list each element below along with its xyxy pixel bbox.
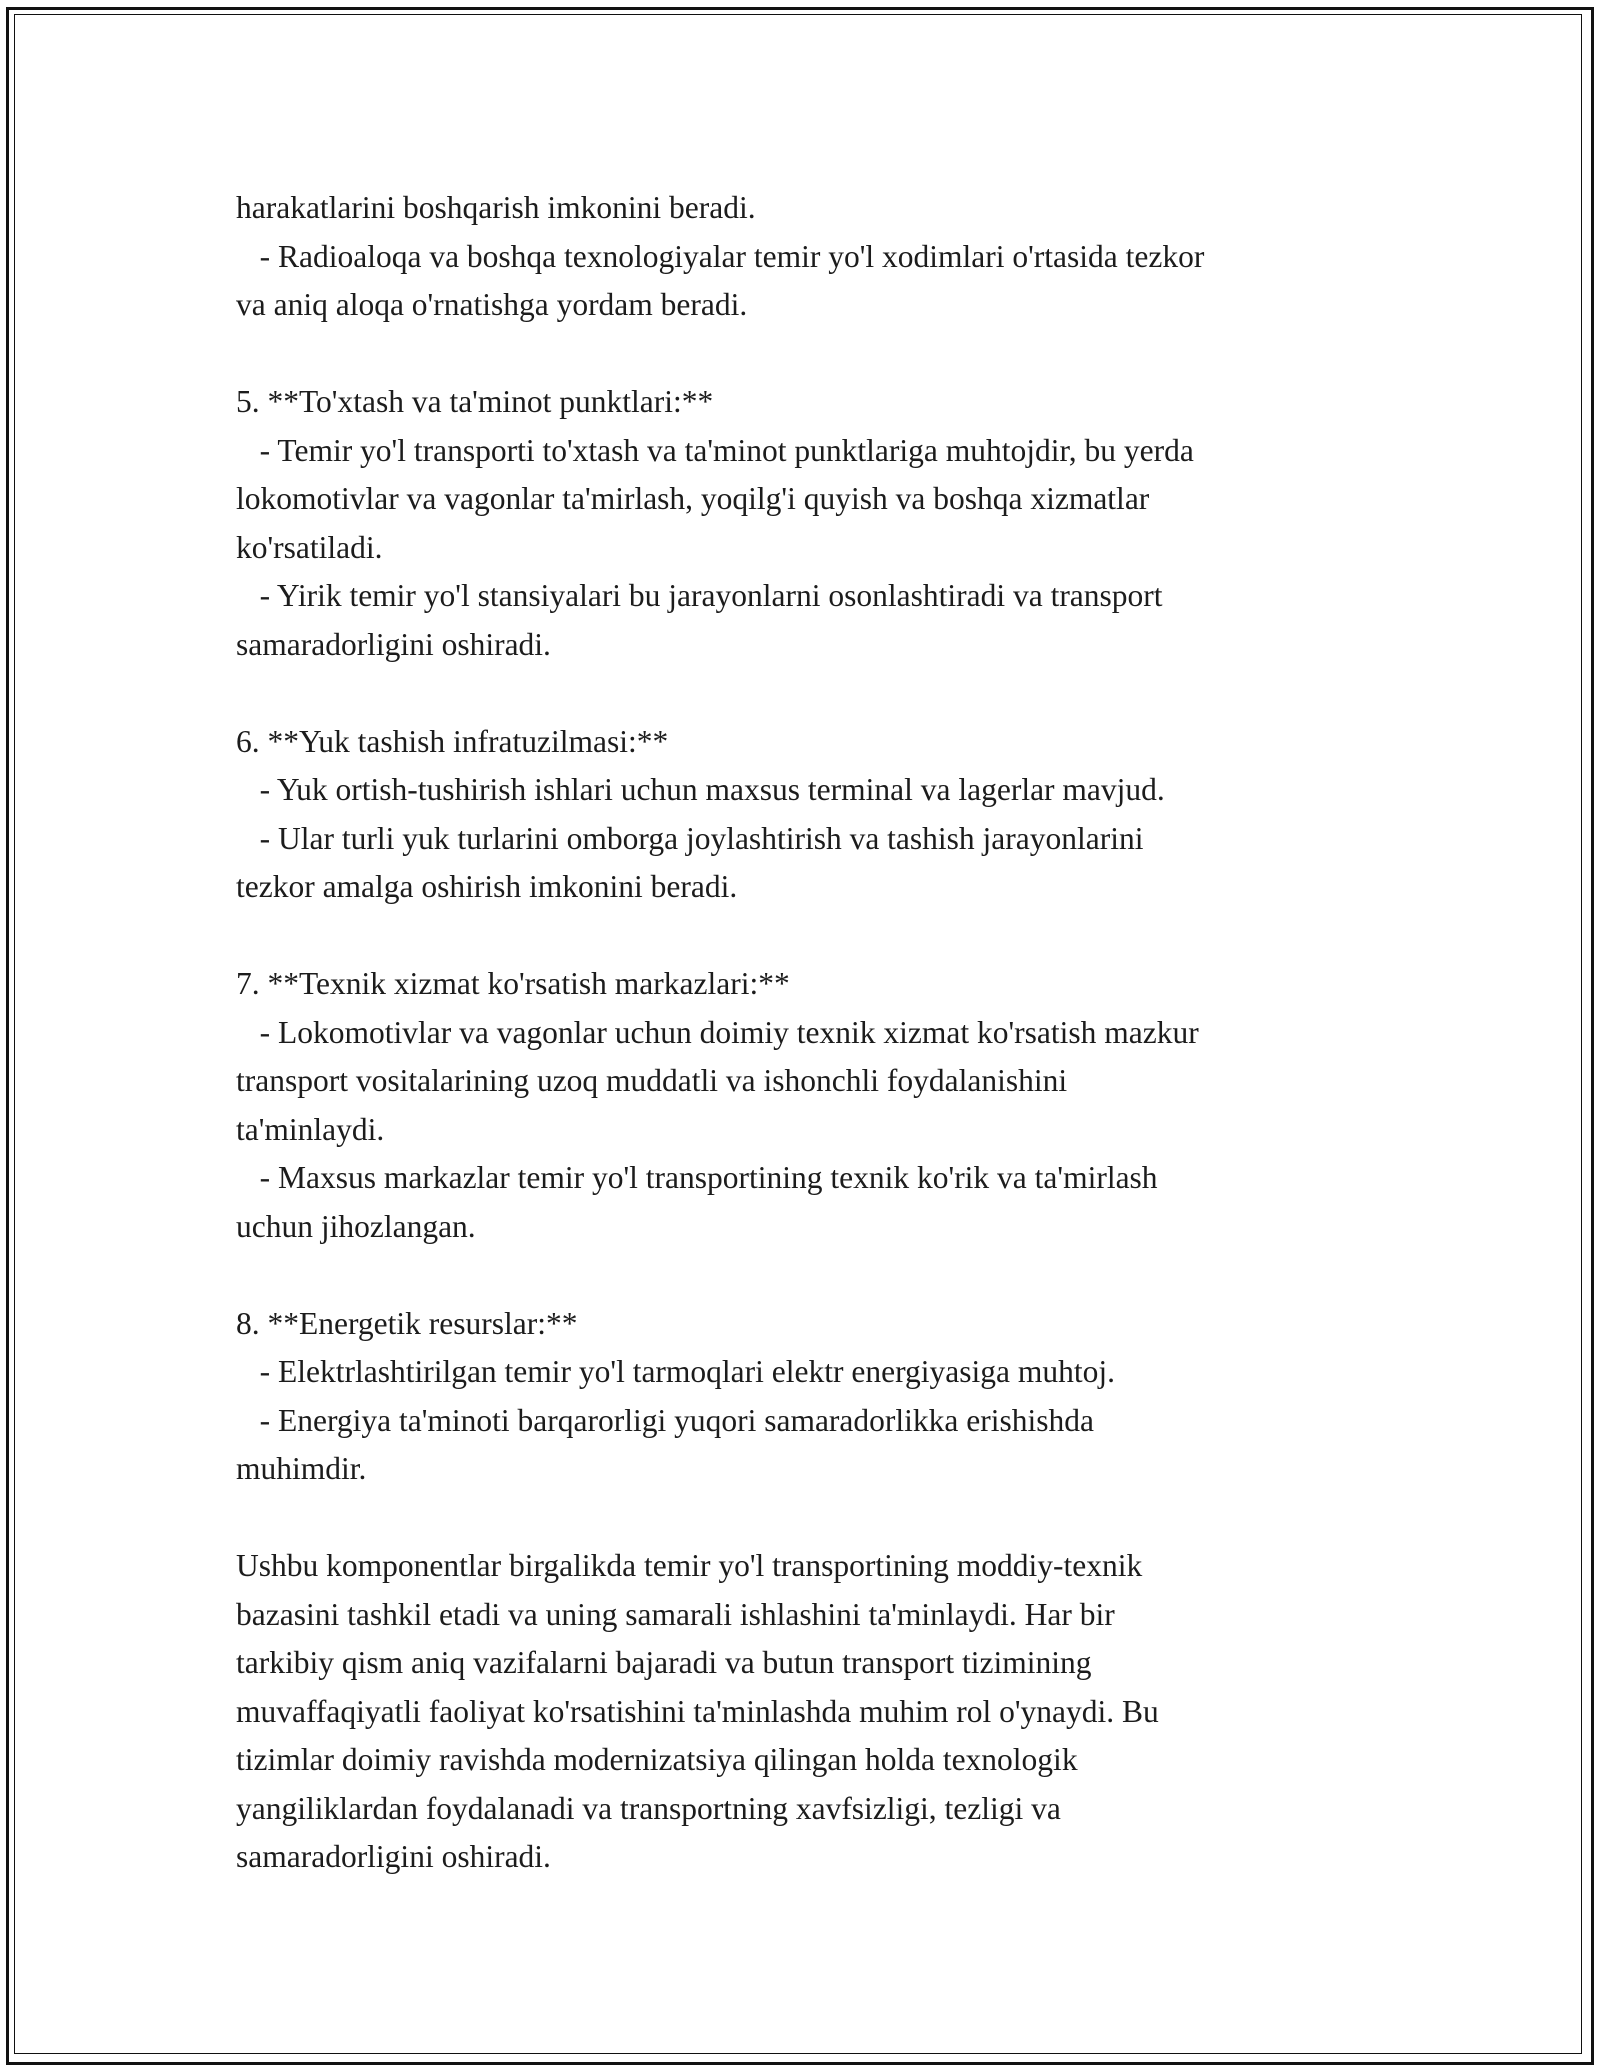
paragraph-gap bbox=[236, 1494, 1396, 1543]
text-line: - Temir yo'l transporti to'xtash va ta'minot punktlariga muhtojdir, bu yerda bbox=[236, 432, 1194, 468]
text-line: lokomotivlar va vagonlar ta'mirlash, yoqilg'i quyish va boshqa xizmatlar bbox=[236, 481, 1150, 516]
text-line: - Radioaloqa va boshqa texnologiyalar temir yo'l xodimlari o'rtasida tezkor bbox=[236, 238, 1205, 274]
section-heading: 7. **Texnik xizmat ko'rsatish markazlari:** bbox=[236, 966, 790, 1001]
section-heading: 8. **Energetik resurslar:** bbox=[236, 1305, 578, 1341]
text-line: - Maxsus markazlar temir yo'l transportining texnik ko'rik va ta'mirlash bbox=[236, 1160, 1158, 1195]
text-line: uchun jihozlangan. bbox=[236, 1208, 476, 1244]
text-line: - Yirik temir yo'l stansiyalari bu jarayonlarni osonlashtiradi va transport bbox=[236, 578, 1163, 613]
conclusion-paragraph bbox=[236, 1542, 1396, 1882]
text-line: tizimlar doimiy ravishda modernizatsiya qilingan holda texnologik bbox=[236, 1742, 1078, 1777]
text-line: muhimdir. bbox=[236, 1451, 367, 1486]
text-line: - Yuk ortish-tushirish ishlari uchun maxsus terminal va lagerlar mavjud. bbox=[236, 772, 1165, 807]
text-line: - Ular turli yuk turlarini omborga joylashtirish va tashish jarayonlarini bbox=[236, 820, 1144, 856]
text-line: - Energiya ta'minoti barqarorligi yuqori samaradorlikka erishishda bbox=[236, 1402, 1094, 1438]
paragraph-gap bbox=[236, 330, 1396, 379]
paragraph-gap bbox=[236, 669, 1396, 718]
paragraph-gap bbox=[236, 1251, 1396, 1300]
intro-paragraph bbox=[236, 184, 1396, 330]
text-line: ta'minlaydi. bbox=[236, 1111, 385, 1147]
text-line: Ushbu komponentlar birgalikda temir yo'l transportining moddiy-texnik bbox=[236, 1548, 1143, 1583]
text-line: - Lokomotivlar va vagonlar uchun doimiy texnik xizmat ko'rsatish mazkur bbox=[236, 1014, 1199, 1050]
text-line: va aniq aloqa o'rnatishga yordam beradi. bbox=[236, 287, 748, 322]
text-line: samaradorligini oshiradi. bbox=[236, 1839, 551, 1874]
paragraph-gap bbox=[236, 912, 1396, 961]
section-heading: 5. **To'xtash va ta'minot punktlari:** bbox=[236, 384, 714, 419]
text-line: bazasini tashkil etadi va uning samarali ishlashini ta'minlaydi. Har bir bbox=[236, 1596, 1115, 1632]
text-line: ko'rsatiladi. bbox=[236, 529, 383, 565]
section-heading: 6. **Yuk tashish infratuzilmasi:** bbox=[236, 723, 669, 759]
text-line: samaradorligini oshiradi. bbox=[236, 626, 551, 662]
section-5 bbox=[236, 378, 1396, 669]
text-line: yangiliklardan foydalanadi va transportning xavfsizligi, tezligi va bbox=[236, 1790, 1061, 1826]
text-line: tarkibiy qism aniq vazifalarni bajaradi va butun transport tizimining bbox=[236, 1645, 1092, 1680]
text-line: tezkor amalga oshirish imkonini beradi. bbox=[236, 869, 738, 904]
section-8 bbox=[236, 1300, 1396, 1494]
text-line: harakatlarini boshqarish imkonini beradi. bbox=[236, 190, 756, 225]
text-line: transport vositalarining uzoq muddatli va ishonchli foydalanishini bbox=[236, 1063, 1068, 1098]
section-6 bbox=[236, 718, 1396, 912]
text-line: muvaffaqiyatli faoliyat ko'rsatishini ta'minlashda muhim rol o'ynaydi. Bu bbox=[236, 1693, 1159, 1729]
section-7 bbox=[236, 960, 1396, 1251]
document-body bbox=[236, 184, 1396, 1882]
text-line: - Elektrlashtirilgan temir yo'l tarmoqlari elektr energiyasiga muhtoj. bbox=[236, 1354, 1115, 1389]
